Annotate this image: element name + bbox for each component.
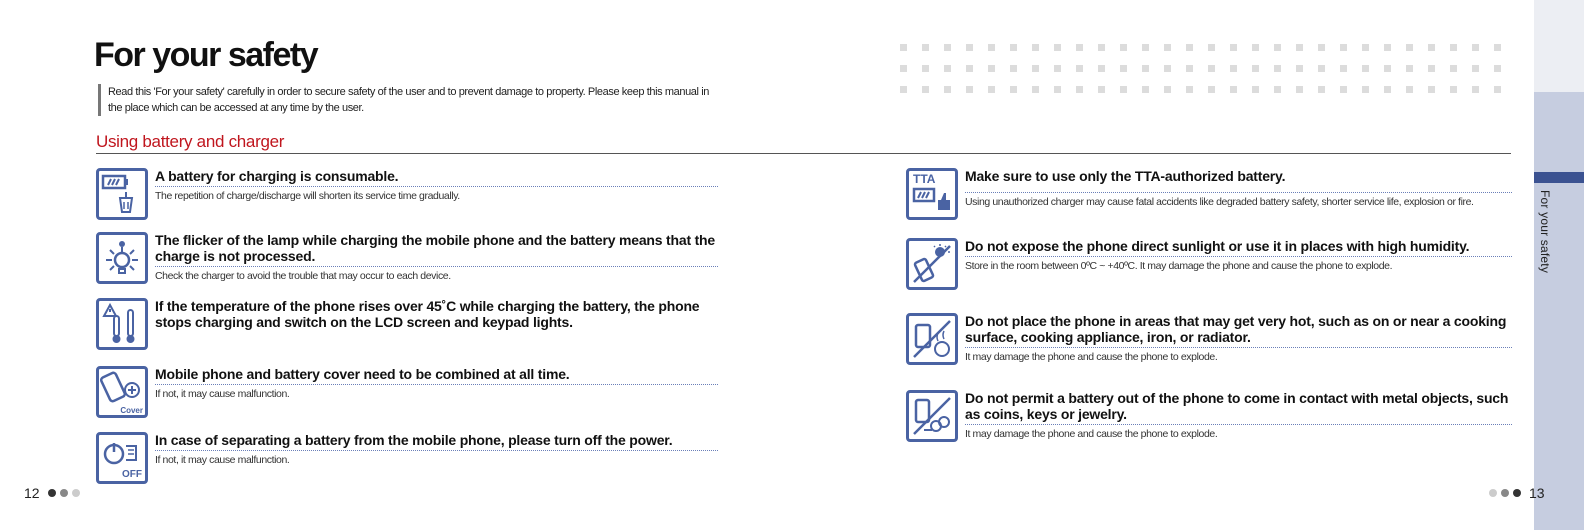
thermometer-warning-icon	[96, 298, 148, 350]
safety-item	[906, 168, 1512, 220]
page-dot	[1501, 489, 1509, 497]
phone-cover-icon	[96, 366, 148, 418]
safety-item	[96, 232, 718, 284]
item-description: If not, it may cause malfunction.	[155, 388, 290, 400]
item-heading: In case of separating a battery from the mobile phone, please turn off the power.	[155, 432, 718, 451]
item-heading: Mobile phone and battery cover need to be combined at all time.	[155, 366, 718, 385]
tta-battery-icon	[906, 168, 958, 220]
safety-item	[96, 366, 718, 418]
item-description: Check the charger to avoid the trouble that may occur to each device.	[155, 270, 451, 282]
section-divider	[96, 153, 1511, 154]
cover-label: Cover	[120, 406, 143, 415]
page-dot	[1513, 489, 1521, 497]
side-tab-top	[1534, 0, 1584, 92]
safety-item	[906, 313, 1512, 365]
safety-item	[96, 298, 718, 350]
safety-item	[906, 238, 1512, 290]
no-heat-icon	[906, 313, 958, 365]
page-number-left	[24, 485, 80, 501]
no-metal-icon	[906, 390, 958, 442]
page-dot	[60, 489, 68, 497]
page-dot	[72, 489, 80, 497]
side-tab-label: For your safety	[1538, 190, 1552, 274]
tta-label: TTA	[913, 172, 936, 186]
item-description: The repetition of charge/discharge will shorten its service time gradually.	[155, 190, 460, 202]
item-description: It may damage the phone and cause the phone to explode.	[965, 351, 1218, 363]
item-description: It may damage the phone and cause the phone to explode.	[965, 428, 1218, 440]
item-description: Using unauthorized charger may cause fatal accidents like degraded battery safety, shorter service life, explosion or fire.	[965, 196, 1474, 208]
item-heading: Do not permit a battery out of the phone to come in contact with metal objects, such as coins, keys or jewelry.	[965, 390, 1512, 425]
safety-item	[96, 432, 718, 484]
item-heading: Make sure to use only the TTA-authorized battery.	[965, 168, 1512, 193]
page-number-text: 13	[1529, 485, 1545, 501]
item-heading: Do not place the phone in areas that may get very hot, such as on or near a cooking surface, cooking appliance, iron, or radiator.	[965, 313, 1512, 348]
item-heading: A battery for charging is consumable.	[155, 168, 718, 187]
page-number-text: 12	[24, 485, 40, 501]
section-title: Using battery and charger	[96, 132, 285, 151]
page-dot	[48, 489, 56, 497]
page-dot	[1489, 489, 1497, 497]
item-heading: If the temperature of the phone rises over 45˚C while charging the battery, the phone stops charging and switch on the LCD screen and keypad lights.	[155, 298, 700, 330]
side-tab	[1534, 92, 1584, 530]
side-tab-marker	[1534, 172, 1584, 183]
item-description: If not, it may cause malfunction.	[155, 454, 290, 466]
intro-text: Read this 'For your safety' carefully in order to secure safety of the user and to prevent damage to property. Please keep this manual in the place which can be accessed at any time by the user.	[98, 84, 718, 116]
page-title: For your safety	[94, 36, 318, 74]
power-off-icon	[96, 432, 148, 484]
battery-disposal-icon	[96, 168, 148, 220]
page-number-right	[1489, 485, 1545, 501]
lamp-flicker-icon	[96, 232, 148, 284]
decorative-dot-grid	[900, 44, 1520, 107]
sunlight-humidity-icon	[906, 238, 958, 290]
item-heading: Do not expose the phone direct sunlight or use it in places with high humidity.	[965, 238, 1512, 257]
safety-item	[96, 168, 718, 220]
item-heading: The flicker of the lamp while charging the mobile phone and the battery means that the charge is not processed.	[155, 232, 718, 267]
item-description: Store in the room between 0ºC ~ +40ºC. It may damage the phone and cause the phone to explode.	[965, 260, 1393, 272]
safety-item	[906, 390, 1512, 442]
off-label: OFF	[122, 469, 142, 480]
